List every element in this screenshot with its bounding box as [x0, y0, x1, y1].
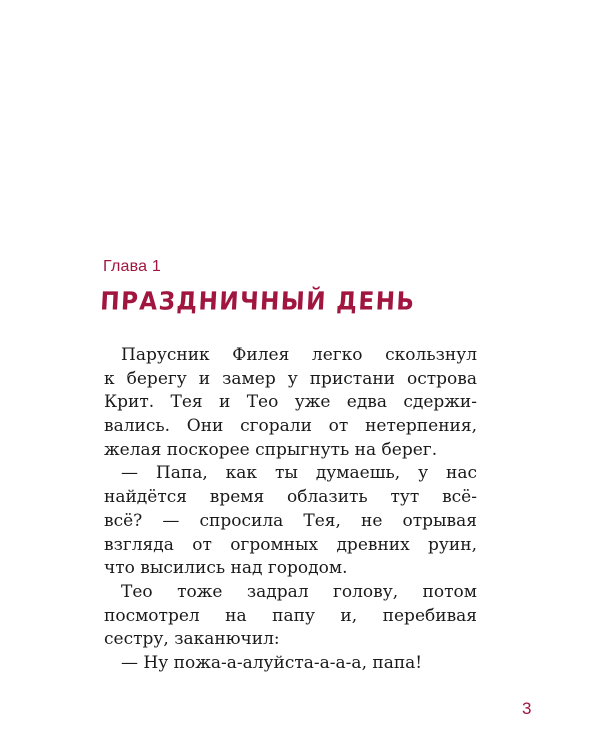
text-line: Парусник Филея легко скользнул — [121, 345, 477, 365]
text-line: — Папа, как ты думаешь, у нас — [121, 463, 477, 484]
chapter-title: ПРАЗДНИЧНЫЙ ДЕНЬ — [99, 288, 417, 317]
text-line: Крит. Тея и Тео уже едва сдержи- — [104, 392, 477, 413]
text-line: что высились над городом. — [104, 558, 348, 579]
text-line: желая поскорее спрыгнуть на берег. — [104, 439, 438, 460]
text-line: к берегу и замер у пристани острова — [104, 368, 477, 389]
text-line: вались. Они сгорали от нетерпения, — [104, 416, 477, 437]
text-line: всё? — спросила Тея, не отрывая — [104, 510, 477, 531]
text-line: найдётся время облазить тут всё- — [104, 487, 477, 508]
text-line: — Ну пожа-а-алуйста-а-а-а, папа! — [121, 652, 423, 673]
text-line: посмотрел на папу и, перебивая — [104, 605, 477, 626]
chapter-label: Глава 1 — [103, 258, 161, 275]
text-line: взгляда от огромных древних руин, — [104, 534, 477, 555]
chapter-body-text — [104, 344, 477, 676]
text-line: Тео тоже задрал голову, потом — [121, 581, 477, 602]
page-number: 3 — [522, 699, 532, 718]
text-line: сестру, заканючил: — [104, 629, 280, 650]
